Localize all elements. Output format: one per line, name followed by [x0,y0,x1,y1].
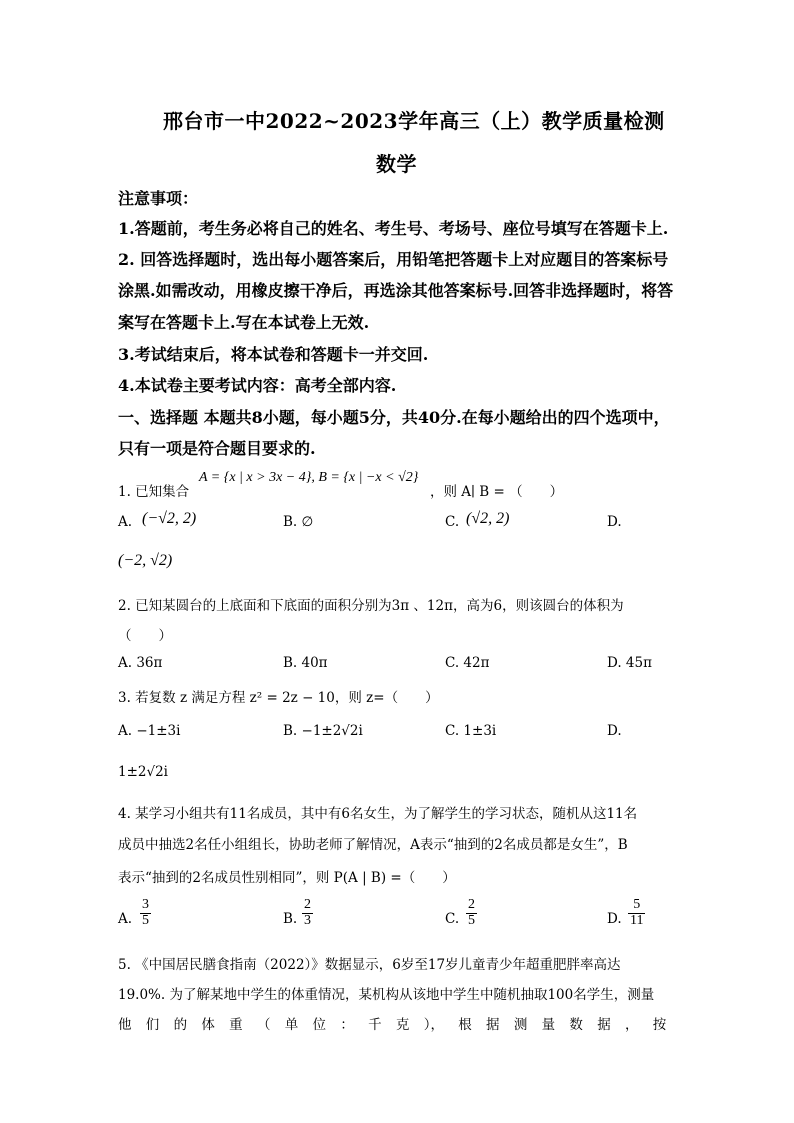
q4-b-denominator: 3 [304,912,311,928]
q5-stem-line-3: 他 们 的 体 重 （ 单 位 ： 千 克 ）， 根 据 测 量 数 据 ， 按 [118,1017,667,1033]
q4-option-b-fraction [302,898,313,928]
section-heading-line-2: 只有一项是符合题目要求的. [118,439,316,458]
q3-option-c: C. 1±3i [445,723,497,739]
q3-option-d-value: 1±2√2i [118,764,168,780]
q4-option-d-fraction [628,898,645,928]
q2-option-d: D. 45π [607,655,652,671]
q5-stem-line-1: 5. 《中国居民膳食指南（2022）》数据显示，6岁至17岁儿童青少年超重肥胖率高达 [118,957,621,973]
q1-prefix: 1. 已知集合 [118,484,190,500]
q4-option-a-label: A. [118,911,133,927]
q1-suffix: ，则 A∣ B = （ ） [430,484,564,500]
notes-heading: 注意事项： [118,189,199,208]
q1-option-d-label: D. [607,514,622,530]
q3-option-b: B. −1±2√2i [283,723,363,739]
q4-option-c-label: C. [445,911,460,927]
q4-b-numerator: 2 [304,897,311,912]
q4-option-b-label: B. [283,911,298,927]
q4-d-numerator: 5 [633,897,641,912]
note-line-3: 涂黑.如需改动，用橡皮擦干净后，再选涂其他答案标号.回答非选择题时，将答 [118,281,674,300]
q3-option-d-label: D. [607,723,622,739]
q2-option-b: B. 40π [283,655,328,671]
q1-option-a-value: (−√2, 2) [142,510,197,527]
q4-stem-line-1: 4. 某学习小组共有11名成员，其中有6名女生，为了解学生的学习状态，随机从这11名 [118,806,638,822]
q4-c-numerator: 2 [468,897,475,912]
q4-a-denominator: 5 [142,912,149,928]
q4-stem-line-3: 表示“抽到的2名成员性别相同”，则 P(A | B) =（ ） [118,870,456,886]
q4-option-c-fraction [466,898,477,928]
q1-sets: A = {x | x > 3x − 4}, B = {x | −x < √2} [199,470,419,485]
q4-option-a-fraction [140,898,151,928]
section-heading-line-1: 一、选择题 本题共8小题，每小题5分，共40分.在每小题给出的四个选项中， [118,408,670,427]
note-line-6: 4.本试卷主要考试内容：高考全部内容. [118,376,397,395]
q2-stem-line-2: （ ） [118,628,172,644]
note-line-4: 案写在答题卡上.写在本试卷上无效. [118,313,370,332]
q3-option-a: A. −1±3i [118,723,181,739]
q1-option-d-value: (−2, √2) [118,552,173,569]
q1-option-b: B. ∅ [283,514,314,530]
q4-a-numerator: 3 [142,897,149,912]
q2-option-c: C. 42π [445,655,490,671]
note-line-2: 2. 回答选择题时，选出每小题答案后，用铅笔把答题卡上对应题目的答案标号 [118,250,669,269]
q1-option-a-label: A. [118,514,133,530]
q4-c-denominator: 5 [468,912,475,928]
q4-option-d-label: D. [607,911,622,927]
note-line-5: 3.考试结束后，将本试卷和答题卡一并交回. [118,345,429,364]
q1-option-c-value: (√2, 2) [466,510,510,527]
q4-stem-line-2: 成员中抽选2名任小组组长，协助老师了解情况，A表示“抽到的2名成员都是女生”，B [118,837,628,853]
note-line-1: 1.答题前，考生务必将自己的姓名、考生号、考场号、座位号填写在答题卡上. [118,219,669,238]
q3-stem: 3. 若复数 z 满足方程 z² = 2z − 10，则 z=（ ） [118,690,439,706]
q1-option-c-label: C. [445,514,460,530]
q5-stem-line-2: 19.0%. 为了解某地中学生的体重情况，某机构从该地中学生中随机抽取100名学生，测量 [118,987,655,1003]
q2-stem-line-1: 2. 已知某圆台的上底面和下底面的面积分别为3π 、12π，高为6，则该圆台的体积为 [118,598,624,614]
exam-title: 邢台市一中2022~2023学年高三（上）教学质量检测 [163,109,665,133]
exam-subject: 数学 [376,152,417,176]
q4-d-denominator: 11 [630,912,644,928]
q2-option-a: A. 36π [118,655,163,671]
